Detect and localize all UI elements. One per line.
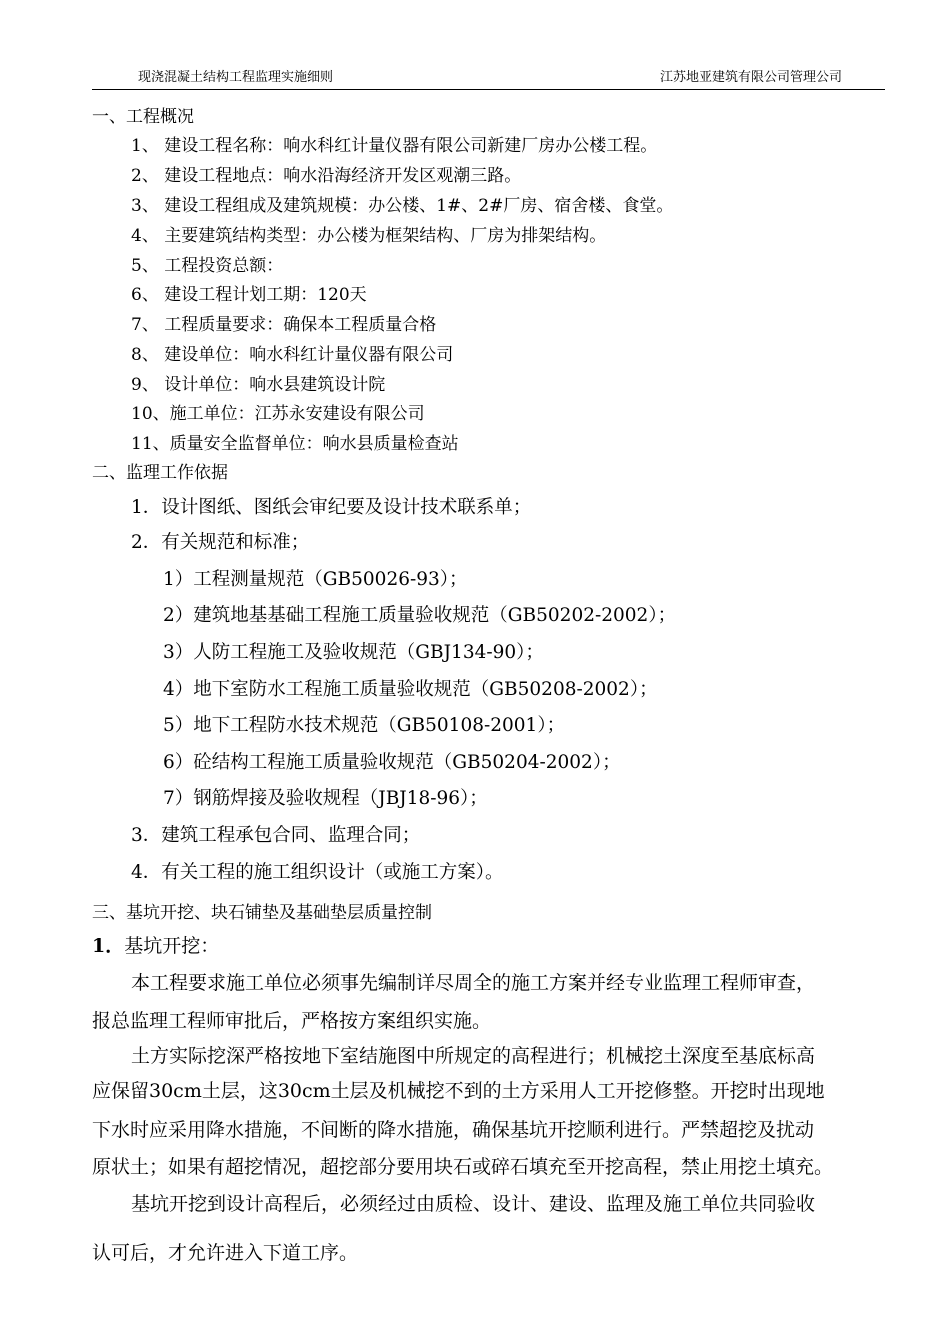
overview-item: 11、质量安全监督单位：响水县质量检查站 bbox=[131, 434, 459, 454]
standard-item: 5）地下工程防水技术规范（GB50108-2001）； bbox=[163, 715, 566, 736]
standard-item: 6）砼结构工程施工质量验收规范（GB50204-2002）； bbox=[163, 752, 621, 773]
standard-item: 7）钢筋焊接及验收规程（JBJ18-96）； bbox=[163, 788, 488, 809]
paragraph-line: 应保留30cm土层，这30cm土层及机械挖不到的土方采用人工开挖修整。开挖时出现地 bbox=[92, 1080, 825, 1102]
overview-item: 3、 建设工程组成及建筑规模：办公楼、1#、2#厂房、宿舍楼、食堂。 bbox=[131, 196, 674, 216]
standard-item: 4）地下室防水工程施工质量验收规范（GB50208-2002）； bbox=[163, 679, 658, 700]
overview-item: 6、 建设工程计划工期：120天 bbox=[131, 285, 367, 305]
overview-item: 8、 建设单位：响水科红计量仪器有限公司 bbox=[131, 345, 454, 365]
paragraph-line: 下水时应采用降水措施，不间断的降水措施，确保基坑开挖顺利进行。严禁超挖及扰动 bbox=[92, 1119, 815, 1141]
basis-item: 1．设计图纸、图纸会审纪要及设计技术联系单； bbox=[131, 497, 532, 518]
paragraph-line: 土方实际挖深严格按地下室结施图中所规定的高程进行；机械挖土深度至基底标高 bbox=[131, 1045, 816, 1067]
basis-item: 4．有关工程的施工组织设计（或施工方案）。 bbox=[131, 862, 504, 883]
overview-item: 1、 建设工程名称：响水科红计量仪器有限公司新建厂房办公楼工程。 bbox=[131, 136, 658, 156]
basis-item: 3．建筑工程承包合同、监理合同； bbox=[131, 825, 421, 846]
subsection-number: 1． bbox=[92, 935, 125, 957]
subsection-label: 基坑开挖： bbox=[124, 935, 220, 957]
overview-item: 9、 设计单位：响水县建筑设计院 bbox=[131, 375, 386, 395]
paragraph-line: 本工程要求施工单位必须事先编制详尽周全的施工方案并经专业监理工程师审查， bbox=[131, 972, 816, 994]
overview-item: 2、 建设工程地点：响水沿海经济开发区观潮三路。 bbox=[131, 166, 522, 186]
paragraph-line: 基坑开挖到设计高程后，必须经过由质检、设计、建设、监理及施工单位共同验收 bbox=[131, 1193, 816, 1215]
paragraph-line: 原状土；如果有超挖情况，超挖部分要用块石或碎石填充至开挖高程，禁止用挖土填充。 bbox=[92, 1156, 834, 1178]
overview-item: 5、 工程投资总额： bbox=[131, 256, 284, 276]
standard-item: 2）建筑地基基础工程施工质量验收规范（GB50202-2002）； bbox=[163, 605, 677, 626]
overview-item: 7、 工程质量要求：确保本工程质量合格 bbox=[131, 315, 437, 335]
standard-item: 1）工程测量规范（GB50026-93）； bbox=[163, 569, 468, 590]
subsection-title bbox=[92, 935, 219, 957]
section-heading-basis: 二、监理工作依据 bbox=[92, 463, 228, 483]
page-header-right: 江苏地亚建筑有限公司管理公司 bbox=[659, 70, 842, 85]
header-divider bbox=[92, 89, 885, 90]
paragraph-line: 报总监理工程师审批后，严格按方案组织实施。 bbox=[92, 1010, 492, 1032]
section-heading-overview: 一、工程概况 bbox=[92, 107, 194, 127]
paragraph-line: 认可后，才允许进入下道工序。 bbox=[92, 1242, 359, 1264]
page-header-left: 现浇混凝土结构工程监理实施细则 bbox=[138, 70, 334, 85]
overview-item: 10、施工单位：江苏永安建设有限公司 bbox=[131, 404, 425, 424]
section-heading-excavation: 三、基坑开挖、块石铺垫及基础垫层质量控制 bbox=[92, 903, 432, 923]
overview-item: 4、 主要建筑结构类型：办公楼为框架结构、厂房为排架结构。 bbox=[131, 226, 607, 246]
basis-item: 2．有关规范和标准； bbox=[131, 532, 310, 553]
standard-item: 3）人防工程施工及验收规范（GBJ134-90）； bbox=[163, 642, 544, 663]
